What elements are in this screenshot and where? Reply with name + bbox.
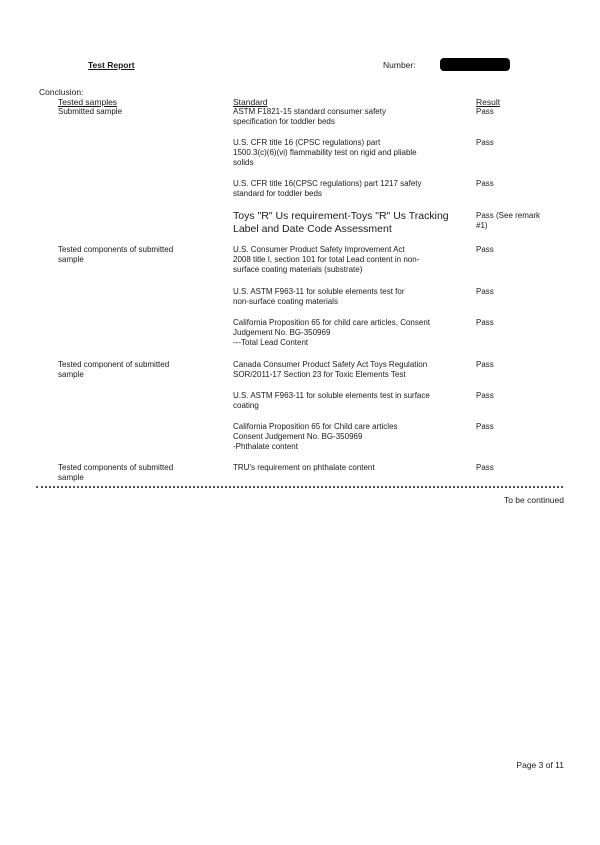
conclusion-label: Conclusion:	[39, 87, 84, 97]
row-sample: Submitted sample	[58, 107, 123, 116]
row-sample: Tested component of submitted sample	[58, 360, 170, 379]
row-result: Pass	[476, 245, 494, 254]
dotted-separator	[36, 486, 563, 488]
column-header-samples: Tested samples	[58, 97, 118, 107]
row-result: Pass	[476, 360, 494, 369]
row-standard: Canada Consumer Product Safety Act Toys Regulation SOR/2011-17 Section 23 for Toxic Elements Test	[233, 360, 428, 379]
row-standard: U.S. ASTM F963-11 for soluble elements test in surface coating	[233, 391, 430, 410]
row-result: Pass	[476, 287, 494, 296]
row-result: Pass	[476, 179, 494, 188]
report-title: Test Report	[88, 60, 135, 70]
row-standard: ASTM F1821-15 standard consumer safety specification for toddler beds	[233, 107, 386, 126]
row-standard: U.S. CFR title 16(CPSC regulations) part 1217 safety standard for toddler beds	[233, 179, 422, 198]
column-header-result: Result	[476, 97, 501, 107]
row-sample: Tested components of submitted sample	[58, 245, 174, 264]
row-standard: U.S. Consumer Product Safety Improvement Act 2008 title I, section 101 for total Lead content in non- surface coating materials (substrate)	[233, 245, 420, 274]
row-result: Pass	[476, 318, 494, 327]
row-standard: U.S. CFR title 16 (CPSC regulations) part 1500.3(c)(6)(vi) flammability test on rigid and pliable solids	[233, 138, 417, 167]
row-result: Pass	[476, 138, 494, 147]
row-standard: TRU's requirement on phthalate content	[233, 463, 375, 472]
to-be-continued-note: To be continued	[503, 495, 564, 505]
report-number-label: Number:	[383, 60, 416, 70]
row-standard: California Proposition 65 for child care articles, Consent Judgement No. BG-350969 ---Total Lead Content	[233, 318, 430, 347]
redacted-number-block	[440, 58, 510, 71]
page-number: Page 3 of 11	[516, 760, 564, 770]
row-result: Pass (See remark #1)	[476, 211, 541, 230]
row-standard: Toys "R" Us requirement-Toys "R" Us Tracking Label and Date Code Assessment	[233, 210, 449, 235]
column-header-standard: Standard	[233, 97, 268, 107]
row-result: Pass	[476, 422, 494, 431]
row-sample: Tested components of submitted sample	[58, 463, 174, 482]
row-result: Pass	[476, 107, 494, 116]
row-standard: U.S. ASTM F963-11 for soluble elements test for non-surface coating materials	[233, 287, 405, 306]
row-result: Pass	[476, 391, 494, 400]
row-standard: California Proposition 65 for Child care articles Consent Judgement No. BG-350969 -Phthalate content	[233, 422, 398, 451]
row-result: Pass	[476, 463, 494, 472]
